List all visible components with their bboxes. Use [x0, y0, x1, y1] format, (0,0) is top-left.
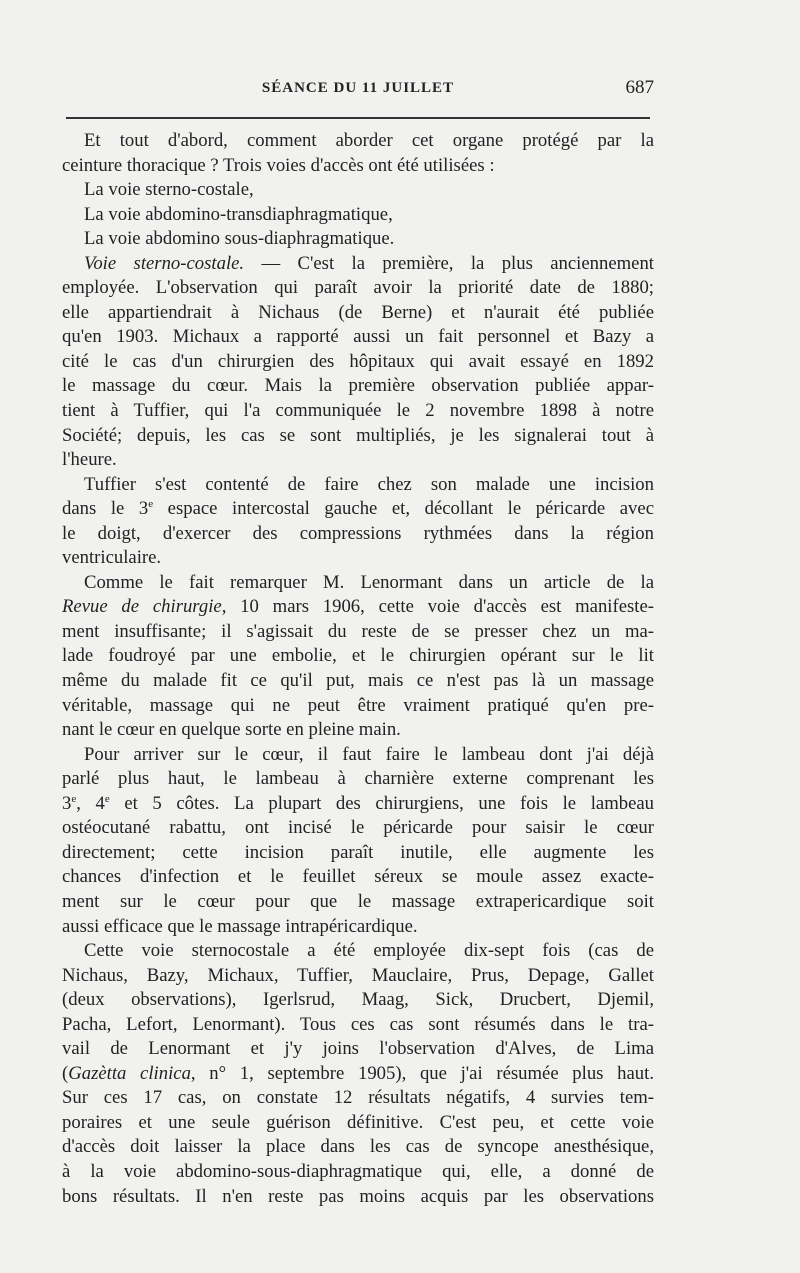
- text-segment: ostéocutané rabattu, ont incisé le péricarde pour saisir le cœur: [62, 817, 654, 839]
- text-segment: Comme le fait remarquer M. Lenormant dans un article de la: [84, 571, 654, 593]
- text-segment: (deux observations), Igerlsrud, Maag, Sick, Drucbert, Djemil,: [62, 989, 654, 1011]
- text-segment: véritable, massage qui ne peut être vraiment pratiqué qu'en pre-: [62, 694, 654, 716]
- text-line: [62, 154, 654, 179]
- text-line: [62, 1013, 654, 1038]
- text-line: [62, 1160, 654, 1185]
- text-segment: cité le cas d'un chirurgien des hôpitaux qui avait essayé en 1892: [62, 350, 654, 372]
- text-line: [62, 178, 654, 203]
- text-segment: Gazètta clinica: [68, 1062, 191, 1084]
- text-line: [62, 448, 654, 473]
- text-segment: Tuffier s'est contenté de faire chez son malade une incision: [84, 473, 654, 495]
- text-line: [62, 718, 654, 743]
- text-segment: poraires et une seule guérison définitive. C'est peu, et cette voie: [62, 1111, 654, 1133]
- text-line: [62, 890, 654, 915]
- text-segment: directement; cette incision paraît inutile, elle augmente les: [62, 841, 654, 863]
- text-line: [62, 644, 654, 669]
- text-segment: elle appartiendrait à Nichaus (de Berne) et n'aurait été publiée: [62, 301, 654, 323]
- text-line: [62, 325, 654, 350]
- text-segment: Nichaus, Bazy, Michaux, Tuffier, Mauclaire, Prus, Depage, Gallet: [62, 964, 654, 986]
- text-line: [62, 1111, 654, 1136]
- text-line: [62, 227, 654, 252]
- text-segment: La voie sterno-costale,: [84, 179, 254, 201]
- text-line: [62, 964, 654, 989]
- text-line: [62, 915, 654, 940]
- text-segment: même du malade fit ce qu'il put, mais ce n'est pas là un massage: [62, 670, 654, 692]
- text-segment: La voie abdomino-transdiaphragmatique,: [84, 203, 393, 225]
- text-segment: e: [104, 792, 110, 805]
- header-title: SÉANCE DU 11 JUILLET: [261, 80, 455, 96]
- text-line: [62, 767, 654, 792]
- text-segment: , 4: [76, 792, 105, 814]
- text-segment: Voie sterno-costale.: [84, 252, 245, 274]
- text-line: [62, 595, 654, 620]
- text-segment: (: [62, 1062, 69, 1084]
- text-line: [62, 865, 654, 890]
- text-segment: nant le cœur en quelque sorte en pleine main.: [62, 719, 401, 741]
- text-line: [62, 473, 654, 498]
- text-line: [62, 694, 654, 719]
- text-line: [62, 571, 654, 596]
- text-line: [62, 497, 654, 522]
- text-line: [62, 669, 654, 694]
- text-line: [62, 1062, 654, 1087]
- text-segment: chances d'infection et le feuillet séreux se moule assez exacte-: [62, 866, 654, 888]
- text-line: [62, 374, 654, 399]
- text-line: [62, 301, 654, 326]
- text-segment: aussi efficace que le massage intrapéricardique.: [62, 915, 418, 937]
- text-segment: Société; depuis, les cas se sont multipliés, je les signalerai tout à: [62, 424, 654, 446]
- text-line: [62, 792, 654, 817]
- text-segment: bons résultats. Il n'en reste pas moins acquis par les observations: [62, 1185, 654, 1207]
- text-segment: La voie abdomino sous-diaphragmatique.: [84, 228, 395, 250]
- text-segment: — C'est la première, la plus anciennement: [244, 252, 654, 274]
- text-line: [62, 816, 654, 841]
- text-line: [62, 129, 654, 154]
- text-line: [62, 522, 654, 547]
- text-line: [62, 988, 654, 1013]
- text-segment: e: [71, 792, 77, 805]
- text-segment: dans le 3: [62, 498, 149, 520]
- page-number: 687: [625, 77, 654, 98]
- text-segment: le doigt, d'exercer des compressions rythmées dans la région: [62, 522, 654, 544]
- text-line: [62, 399, 654, 424]
- text-line: [62, 841, 654, 866]
- text-line: [62, 252, 654, 277]
- text-segment: et 5 côtes. La plupart des chirurgiens, une fois le lambeau: [109, 792, 655, 814]
- text-line: [62, 1185, 654, 1210]
- text-segment: Et tout d'abord, comment aborder cet organe protégé par la: [84, 130, 654, 151]
- text-line: [62, 620, 654, 645]
- text-segment: l'heure.: [62, 449, 117, 471]
- text-line: [62, 276, 654, 301]
- text-line: [62, 1135, 654, 1160]
- text-segment: Cette voie sternocostale a été employée dix-sept fois (cas de: [84, 940, 654, 962]
- text-segment: ceinture thoracique ? Trois voies d'accès ont été utilisées :: [62, 154, 495, 176]
- text-line: [62, 546, 654, 571]
- text-segment: ment sur le cœur pour que le massage extrapericardique soit: [62, 890, 654, 912]
- body-text: [62, 129, 654, 1209]
- text-segment: lade foudroyé par une embolie, et le chirurgien opérant sur le lit: [62, 645, 654, 667]
- text-line: [62, 424, 654, 449]
- text-segment: , 10 mars 1906, cette voie d'accès est manifeste-: [221, 596, 654, 618]
- text-segment: employée. L'observation qui paraît avoir la priorité date de 1880;: [62, 277, 654, 299]
- text-segment: le massage du cœur. Mais la première observation publiée appar-: [62, 375, 654, 397]
- text-line: [62, 939, 654, 964]
- text-segment: Pour arriver sur le cœur, il faut faire le lambeau dont j'ai déjà: [84, 743, 654, 765]
- text-line: [62, 203, 654, 228]
- text-line: [62, 743, 654, 768]
- text-line: [62, 1086, 654, 1111]
- text-segment: Revue de chirurgie: [62, 596, 222, 618]
- text-segment: vail de Lenormant et j'y joins l'observation d'Alves, de Lima: [62, 1038, 654, 1060]
- text-segment: 3: [62, 792, 72, 814]
- text-segment: e: [148, 497, 154, 510]
- header-rule: [66, 117, 650, 119]
- text-segment: espace intercostal gauche et, décollant le péricarde avec: [153, 498, 654, 520]
- text-segment: à la voie abdomino-sous-diaphragmatique qui, elle, a donné de: [62, 1160, 654, 1182]
- text-segment: parlé plus haut, le lambeau à charnière externe comprenant les: [62, 768, 654, 790]
- text-segment: qu'en 1903. Michaux a rapporté aussi un fait personnel et Bazy a: [62, 326, 654, 348]
- text-segment: Pacha, Lefort, Lenormant). Tous ces cas sont résumés dans le tra-: [62, 1013, 654, 1035]
- text-segment: Sur ces 17 cas, on constate 12 résultats négatifs, 4 survies tem-: [62, 1087, 654, 1109]
- text-segment: ment insuffisante; il s'agissait du reste de se presser chez un ma-: [62, 620, 654, 642]
- text-line: [62, 1037, 654, 1062]
- text-segment: tient à Tuffier, qui l'a communiquée le 2 novembre 1898 à notre: [62, 400, 654, 422]
- text-line: [62, 350, 654, 375]
- text-segment: , n° 1, septembre 1905), que j'ai résumée plus haut.: [190, 1062, 654, 1084]
- running-header: [62, 76, 654, 102]
- text-segment: d'accès doit laisser la place dans les cas de syncope anesthésique,: [62, 1136, 654, 1158]
- text-segment: ventriculaire.: [62, 547, 162, 569]
